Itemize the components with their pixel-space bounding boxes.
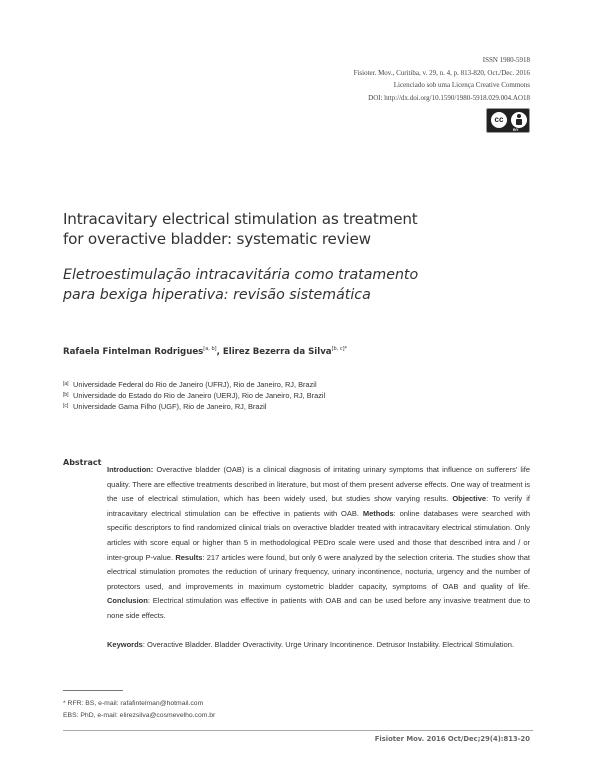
methods-label: Methods	[362, 508, 394, 518]
affiliation-item	[63, 401, 325, 412]
footer-divider	[63, 730, 533, 731]
keywords	[107, 638, 530, 651]
affiliation-mark: [b]	[63, 392, 69, 398]
author-name: Rafaela Fintelman Rodrigues	[63, 346, 204, 357]
running-footer: Fisioter Mov. 2016 Oct/Dec;29(4):813-20	[374, 735, 530, 743]
cc-symbol: cc	[490, 111, 508, 129]
introduction-label: Introduction:	[107, 465, 154, 474]
title-line-2: for overactive bladder: systematic review	[63, 230, 371, 248]
author-affiliation-mark: [b, c]*	[331, 346, 348, 352]
creative-commons-by-icon[interactable]	[486, 108, 530, 133]
footnote-divider	[63, 690, 123, 691]
author-name: Elirez Bezerra da Silva	[222, 346, 332, 357]
conclusion-text: : Electrical stimulation was effective in patients with OAB and can be used before any invasive treatment due to none side effects.	[107, 596, 530, 620]
results-label: Results	[175, 552, 203, 562]
issn: ISSN 1980-5918	[482, 56, 530, 64]
author-list	[63, 346, 347, 357]
author-separator: ,	[216, 346, 223, 357]
footnotes	[63, 698, 215, 721]
author-affiliation-mark: [a, b]	[203, 346, 217, 352]
affiliation-item	[63, 379, 325, 390]
conclusion-label: Conclusion	[107, 596, 148, 606]
introduction-text: Overactive bladder (OAB) is a clinical diagnosis of irritating urinary symptoms that influence on sufferers' life quality. There are effective treatments described in literature, but most of them present adverse effects. One way of treatment is the use of electrical stimulation, which has been widely used, but studies show varying results.	[107, 465, 530, 504]
affiliation-item	[63, 390, 325, 401]
license-text: Licenciado sob uma Licença Creative Commons	[393, 81, 530, 89]
citation: Fisioter. Mov., Curitiba, v. 29, n. 4, p. 813-820, Oct./Dec. 2016	[353, 68, 530, 77]
keywords-text: : Overactive Bladder. Bladder Overactivity. Urge Urinary Incontinence. Detrusor Instability. Electrical Stimulation.	[142, 640, 514, 649]
methods-text: : online databases were searched with specific descriptors to find randomized clinical trials on overactive bladder treated with intracavitary electrical stimulation. Only articles with score equal or higher than 5 in methodological PEDro scale were used and those that described intra and / or inter-group P-value.	[107, 508, 531, 562]
footnote-item: EBS: PhD, e-mail: elirezsilva@cosmevelho.com.br	[63, 711, 216, 719]
keywords-label: Keywords	[107, 640, 143, 649]
affiliation-text: Universidade Gama Filho (UGF), Rio de Janeiro, RJ, Brazil	[73, 402, 267, 411]
title-line-1: Intracavitary electrical stimulation as treatment	[63, 210, 418, 228]
article-title	[63, 209, 483, 249]
subtitle-line-1: Eletroestimulação intracavitária como tratamento	[63, 267, 419, 283]
affiliation-list	[63, 379, 325, 412]
footnote-item: * RFR: BS, e-mail: rafafintelman@hotmail.com	[63, 700, 204, 707]
by-label: BY	[513, 127, 519, 132]
results-text: : 217 articles were found, but only 6 were analyzed by the selection criteria. The studies show that electrical stimulation promotes the reduction of urinary frequency, urinary incontinence, nocturia, urgency and the number of protectors used, and improvements in maximum cystometric bladder capacity, symptoms of OAB and quality of life.	[107, 552, 531, 591]
abstract-body	[107, 463, 530, 624]
objective-label: Objective	[452, 494, 487, 504]
affiliation-text: Universidade Federal do Rio de Janeiro (UFRJ), Rio de Janeiro, RJ, Brazil	[73, 380, 317, 389]
article-subtitle	[63, 265, 483, 305]
affiliation-text: Universidade do Estado do Rio de Janeiro (UERJ), Rio de Janeiro, RJ, Brazil	[73, 391, 326, 400]
abstract-heading: Abstract	[63, 458, 102, 467]
affiliation-mark: [a]	[63, 381, 69, 387]
publication-meta	[210, 54, 530, 104]
affiliation-mark: [c]	[63, 403, 69, 409]
by-person-icon	[511, 112, 527, 128]
objective-text: : To verify if intracavitary electrical stimulation can be effective in patients with OAB.	[107, 494, 530, 518]
subtitle-line-2: para bexiga hiperativa: revisão sistemática	[63, 287, 371, 303]
doi-link[interactable]: DOI: http://dx.doi.org/10.1590/1980-5918.029.004.AO18	[368, 93, 530, 102]
